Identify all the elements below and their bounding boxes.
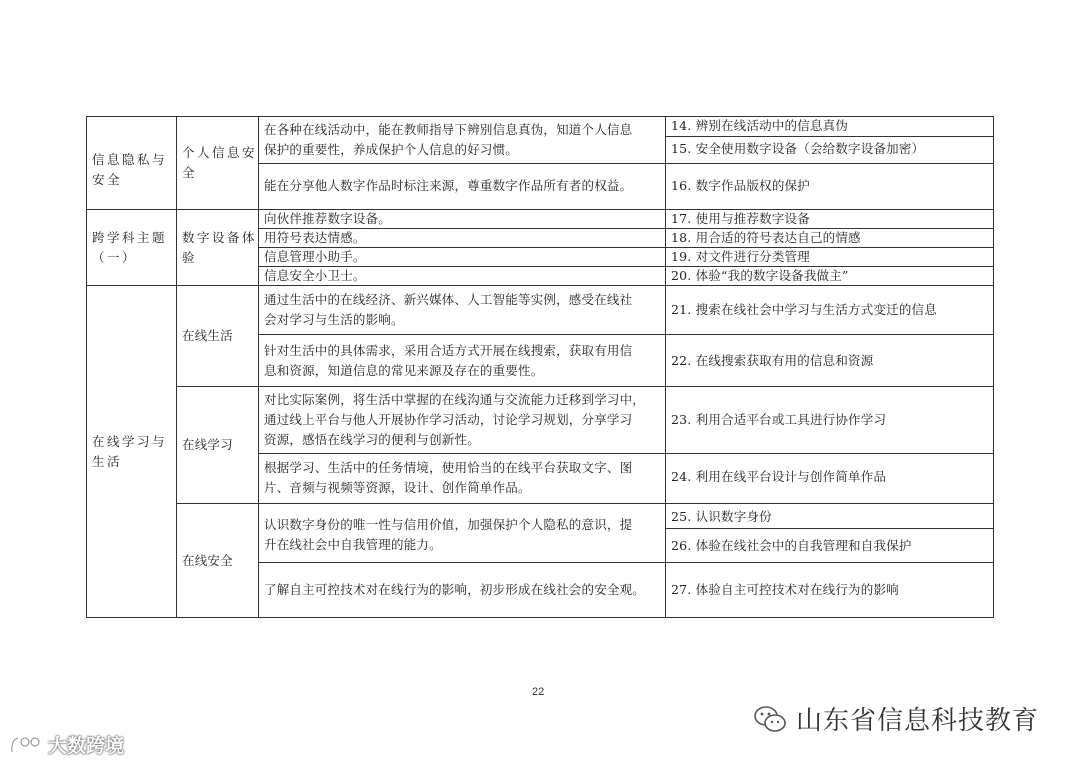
activity-cell: 15. 安全使用数字设备（会给数字设备加密）: [671, 141, 925, 156]
objective-cell: 通过生活中的在线经济、新兴媒体、人工智能等实例，感受在线社 会对学习与生活的影响。: [264, 292, 633, 327]
row-divider: [665, 528, 994, 529]
activity-cell: 25. 认识数字身份: [671, 509, 772, 524]
table-border-left: [86, 116, 87, 618]
activity-cell: 23. 利用合适平台或工具进行协作学习: [671, 412, 887, 427]
row-divider: [176, 503, 994, 504]
objective-cell: 了解自主可控技术对在线行为的影响，初步形成在线社会的安全观。: [264, 582, 646, 597]
row-divider: [258, 453, 994, 454]
activity-cell: 14. 辨别在线活动中的信息真伪: [671, 118, 849, 133]
activity-cell: 17. 使用与推荐数字设备: [671, 211, 810, 226]
objective-cell: 针对生活中的具体需求，采用合适方式开展在线搜索，获取有用信 息和资源，知道信息的常见来源及存在的重要性。: [264, 343, 633, 378]
category-cell: 信息隐私与 安全: [92, 152, 168, 187]
subcategory-cell: 个人信息安 全: [182, 145, 258, 180]
subcategory-cell: 在线生活: [182, 328, 233, 343]
activity-cell: 18. 用合适的符号表达自己的情感: [671, 230, 861, 245]
objective-cell: 认识数字身份的唯一性与信用价值，加强保护个人隐私的意识，提 升在线社会中自我管理的能力。: [264, 517, 633, 552]
subcategory-cell: 数字设备体 验: [182, 230, 258, 265]
activity-cell: 26. 体验在线社会中的自我管理和自我保护: [671, 538, 912, 553]
subcategory-cell: 在线学习: [182, 437, 233, 452]
activity-cell: 20. 体验“我的数字设备我做主”: [671, 268, 849, 283]
objective-cell: 信息安全小卫士。: [264, 268, 366, 283]
objective-cell: 对比实际案例，将生活中掌握的在线沟通与交流能力迁移到学习中， 通过线上平台与他人开展协作学习活动，讨论学习规划，分享学习 资源，感悟在线学习的便利与创新性。: [264, 392, 646, 447]
column-divider: [176, 116, 177, 618]
platform-logo-icon: [8, 734, 42, 756]
objective-cell: 向伙伴推荐数字设备。: [264, 211, 392, 226]
watermark-left: [8, 731, 124, 758]
row-divider: [665, 163, 994, 164]
objective-cell: 根据学习、生活中的任务情境，使用恰当的在线平台获取文字、图 片、音频与视频等资源，设计、创作简单作品。: [264, 460, 633, 495]
column-divider: [665, 116, 666, 618]
wechat-icon: [752, 704, 788, 734]
row-divider: [258, 163, 665, 164]
objective-cell: 信息管理小助手。: [264, 249, 366, 264]
page-number: 22: [532, 686, 545, 698]
category-cell: 跨学科主题 （一）: [92, 230, 168, 265]
table-border-bottom: [86, 617, 994, 618]
activity-cell: 19. 对文件进行分类管理: [671, 249, 810, 264]
category-cell: 在线学习与 生活: [92, 434, 168, 469]
row-divider: [258, 562, 994, 563]
objective-cell: 用符号表达情感。: [264, 230, 366, 245]
row-divider: [665, 136, 994, 137]
objective-cell: 能在分享他人数字作品时标注来源，尊重数字作品所有者的权益。: [264, 178, 633, 193]
activity-cell: 16. 数字作品版权的保护: [671, 178, 810, 193]
activity-cell: 21. 搜索在线社会中学习与生活方式变迁的信息: [671, 302, 937, 317]
activity-cell: 22. 在线搜索获取有用的信息和资源: [671, 353, 874, 368]
watermark-right-text: 山东省信息科技教育: [796, 706, 1040, 736]
table-border-right: [993, 116, 994, 618]
row-divider: [258, 334, 994, 335]
watermark-right: [752, 700, 1039, 737]
objective-cell: 在各种在线活动中，能在教师指导下辨别信息真伪，知道个人信息 保护的重要性，养成保护个人信息的好习惯。: [264, 122, 633, 157]
activity-cell: 27. 体验自主可控技术对在线行为的影响: [671, 582, 899, 597]
row-divider: [176, 386, 994, 387]
subcategory-cell: 在线安全: [182, 553, 233, 568]
column-divider: [258, 116, 259, 618]
activity-cell: 24. 利用在线平台设计与创作简单作品: [671, 469, 887, 484]
watermark-left-text: 大数跨境: [48, 735, 125, 757]
